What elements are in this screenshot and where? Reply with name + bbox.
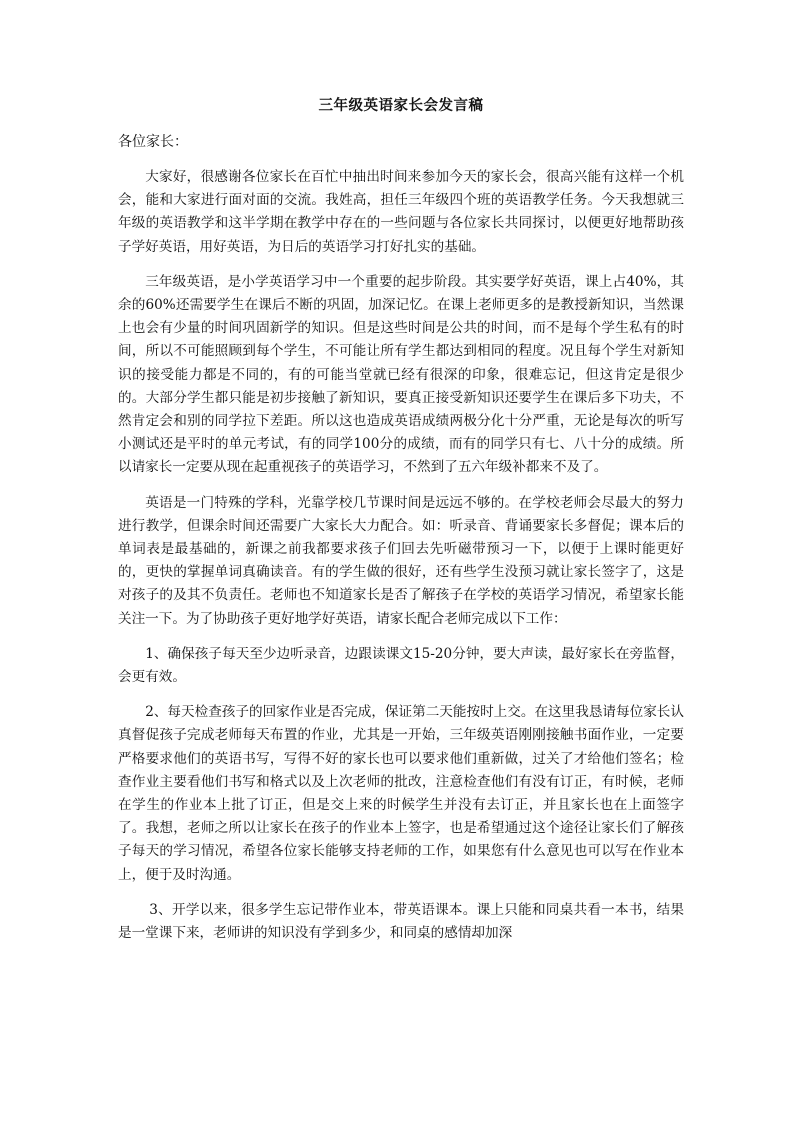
paragraph-item-1: 1、确保孩子每天至少边听录音，边跟读课文15-20分钟，要大声读，最好家长在旁监督，会更有效。 <box>118 645 684 686</box>
paragraph-greeting: 大家好，很感谢各位家长在百忙中抽出时间来参加今天的家长会，很高兴能有这样一个机会，能和大家进行面对面的交流。我姓高，担任三年级四个班的英语教学任务。今天我想就三年级的英语教学和这半学期在教学中存在的一些问题与各位家长共同探讨，以便更好地帮助孩子学好英语，用好英语，为日后的英语学习打好扎实的基础。 <box>118 169 684 255</box>
salutation: 各位家长： <box>118 134 188 150</box>
paragraph-grade-three-english: 三年级英语，是小学英语学习中一个重要的起步阶段。其实要学好英语，课上占40%，其余的60%还需要学生在课后不断的巩固，加深记忆。在课上老师更多的是教授新知识，当然课上也会有少量的时间巩固新学的知识。但是这些时间是公共的时间，而不是每个学生私有的时间，所以不可能照顾到每个学生，不可能让所有学生都达到相同的程度。况且每个学生对新知识的接受能力都是不同的，有的可能当堂就已经有很深的印象，很难忘记，但这肯定是很少的。大部分学生都只能是初步接触了新知识，要真正接受新知识还要学生在课后多下功夫，不然肯定会和别的同学拉下差距。所以这也造成英语成绩两极分化十分严重，无论是每次的听写小测试还是平时的单元考试，有的同学100分的成绩，而有的同学只有七、八十分的成绩。所以请家长一定要从现在起重视孩子的英语学习，不然到了五六年级补都来不及了。 <box>118 273 684 476</box>
paragraph-item-3: 3、开学以来，很多学生忘记带作业本，带英语课本。课上只能和同桌共看一本书，结果是一堂课下来，老师讲的知识没有学到多少，和同桌的感情却加深 <box>118 901 684 942</box>
paragraph-special-subject: 英语是一门特殊的学科，光靠学校几节课时间是远远不够的。在学校老师会尽最大的努力进行教学，但课余时间还需要广大家长大力配合。如：听录音、背诵要家长多督促；课本后的单词表是最基础的，新课之前我都要求孩子们回去先听磁带预习一下，以便于上课时能更好的，更快的掌握单词真确读音。有的学生做的很好，还有些学生没预习就让家长签字了，这是对孩子的及其不负责任。老师也不知道家长是否了解孩子在学校的英语学习情况，希望家长能关注一下。为了协助孩子更好地学好英语，请家长配合老师完成以下工作： <box>118 494 684 627</box>
document-page <box>118 95 684 957</box>
document-title: 三年级英语家长会发言稿 <box>318 97 484 114</box>
paragraph-item-2: 2、每天检查孩子的回家作业是否完成，保证第二天能按时上交。在这里我恳请每位家长认真督促孩子完成老师每天布置的作业，尤其是一开始，三年级英语刚刚接触书面作业，一定要严格要求他们的英语书写，写得不好的家长也可以要求他们重新做，过关了才给他们签名；检查作业主要看他们书写和格式以及上次老师的批改，注意检查他们有没有订正，有时候，老师在学生的作业本上批了订正，但是交上来的时候学生并没有去订正，并且家长也在上面签字了。我想，老师之所以让家长在孩子的作业本上签字，也是希望通过这个途径让家长们了解孩子每天的学习情况，希望各位家长能够支持老师的工作，如果您有什么意见也可以写在作业本上，便于及时沟通。 <box>118 704 684 883</box>
